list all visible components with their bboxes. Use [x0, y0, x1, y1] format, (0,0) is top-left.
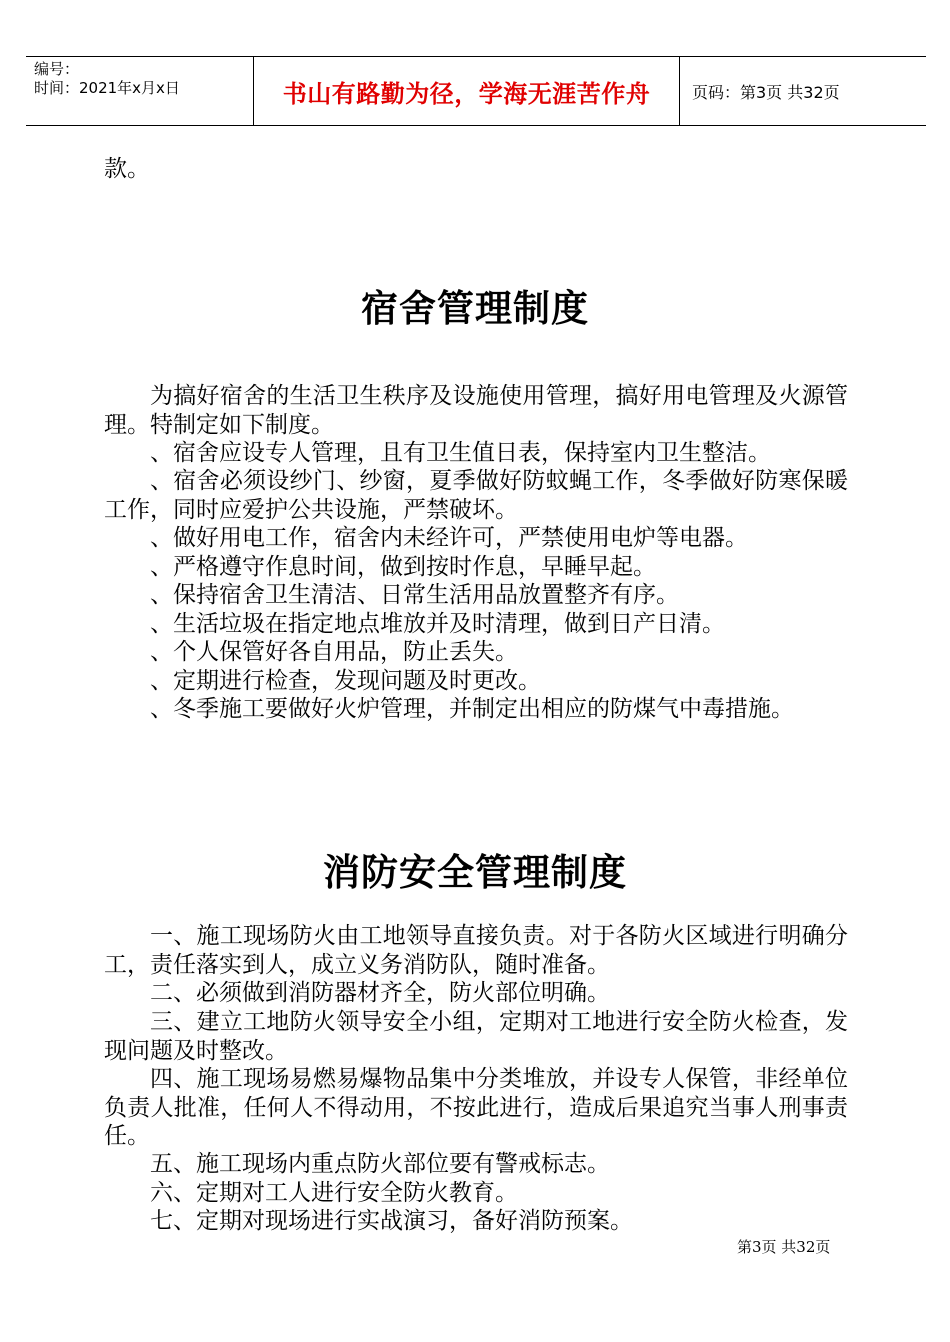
paragraph: 四、施工现场易燃易爆物品集中分类堆放，并设专人保管，非经单位负责人批准，任何人不得动用，不按此进行，造成后果追究当事人刑事责任。 — [104, 1066, 848, 1149]
section-title-fire-safety: 消防安全管理制度 — [323, 851, 627, 894]
paragraph: 、生活垃圾在指定地点堆放并及时清理，做到日产日清。 — [150, 611, 725, 637]
header-meta — [26, 57, 254, 125]
document-time-label: 时间：2021年x月x日 — [34, 79, 180, 97]
continuation-text: 款。 — [104, 156, 150, 182]
paragraph: 为搞好宿舍的生活卫生秩序及设施使用管理，搞好用电管理及火源管理。特制定如下制度。 — [104, 383, 848, 438]
paragraph: 、宿舍必须设纱门、纱窗，夏季做好防蚊蝇工作，冬季做好防寒保暖工作，同时应爱护公共设施，严禁破坏。 — [104, 468, 848, 523]
paragraph: 、严格遵守作息时间，做到按时作息，早睡早起。 — [150, 554, 656, 580]
paragraph: 、个人保管好各自用品，防止丢失。 — [150, 639, 518, 665]
paragraph: 、保持宿舍卫生清洁、日常生活用品放置整齐有序。 — [150, 582, 679, 608]
paragraph: 、做好用电工作，宿舍内未经许可，严禁使用电炉等电器。 — [150, 525, 748, 551]
page-header — [26, 56, 926, 126]
paragraph: 五、施工现场内重点防火部位要有警戒标志。 — [150, 1151, 610, 1177]
paragraph: 六、定期对工人进行安全防火教育。 — [150, 1180, 518, 1206]
paragraph: 、冬季施工要做好火炉管理，并制定出相应的防煤气中毒措施。 — [150, 696, 794, 722]
paragraph: 二、必须做到消防器材齐全，防火部位明确。 — [150, 980, 610, 1006]
paragraph: 、宿舍应设专人管理，且有卫生值日表，保持室内卫生整洁。 — [150, 440, 771, 466]
paragraph: 、定期进行检查，发现问题及时更改。 — [150, 668, 541, 694]
header-page-number: 页码：第3页 共32页 — [692, 82, 840, 102]
paragraph: 一、施工现场防火由工地领导直接负责。对于各防火区域进行明确分工，责任落实到人，成立义务消防队，随时准备。 — [104, 923, 848, 978]
paragraph: 七、定期对现场进行实战演习，备好消防预案。 — [150, 1208, 633, 1234]
page-footer: 第3页 共32页 — [737, 1238, 831, 1256]
section-title-dormitory: 宿舍管理制度 — [361, 287, 589, 330]
document-number-label: 编号： — [34, 60, 80, 78]
paragraph: 三、建立工地防火领导安全小组，定期对工地进行安全防火检查，发现问题及时整改。 — [104, 1009, 848, 1064]
header-motto: 书山有路勤为径，学海无涯苦作舟 — [254, 57, 680, 125]
